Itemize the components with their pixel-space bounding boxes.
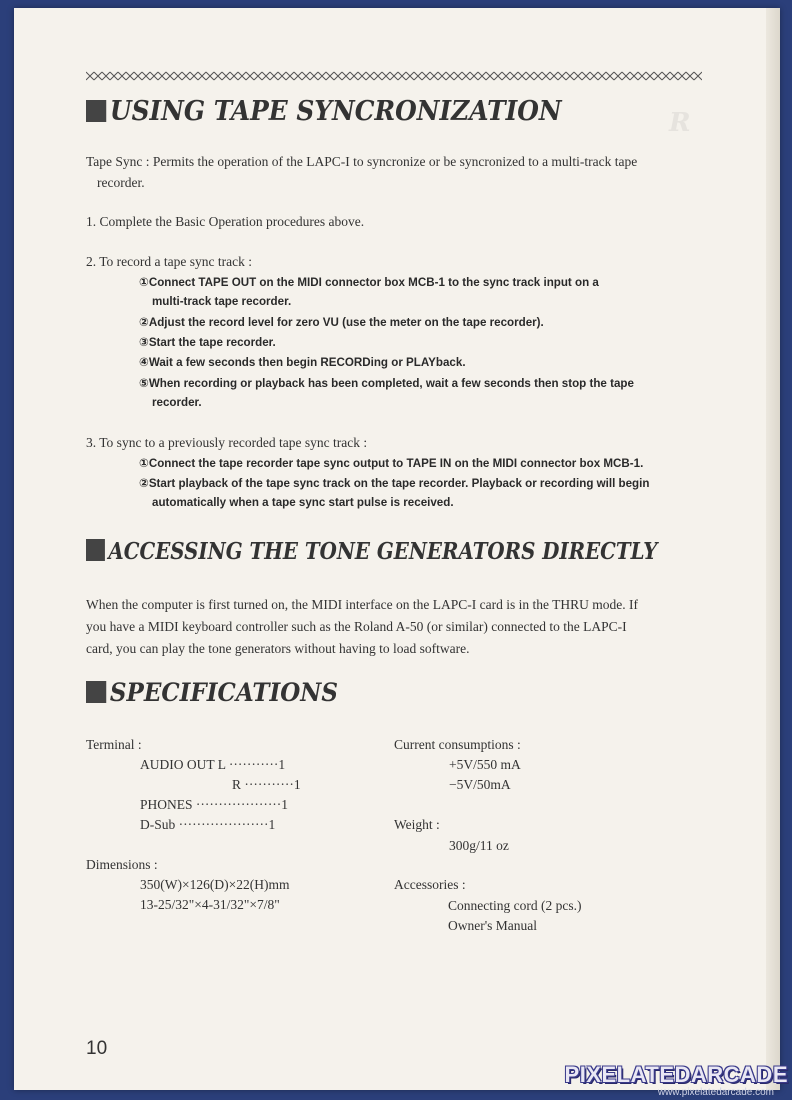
- spec-audio-out-r: R ···········1: [232, 777, 301, 792]
- spec-terminal-label: Terminal :: [86, 737, 142, 752]
- step2-item: ③Start the tape recorder.: [139, 336, 276, 349]
- square-bullet-icon: [86, 100, 106, 122]
- spec-dimensions-mm: 350(W)×126(D)×22(H)mm: [140, 877, 290, 892]
- step-2: 2. To record a tape sync track :: [86, 254, 252, 269]
- step2-item: ⑤When recording or playback has been completed, wait a few seconds then stop the tape: [139, 377, 634, 390]
- spec-accessory-2: Owner's Manual: [448, 918, 538, 933]
- spec-weight-value: 300g/11 oz: [449, 838, 509, 853]
- watermark-url: www.pixelatedarcade.com: [657, 1087, 774, 1098]
- spec-current-neg5v: −5V/50mA: [449, 777, 511, 792]
- manual-page: [14, 8, 780, 1090]
- spec-accessories-label: Accessories :: [394, 877, 466, 892]
- spec-accessory-1: Connecting cord (2 pcs.): [448, 898, 582, 913]
- step2-item: ①Connect TAPE OUT on the MIDI connector box MCB-1 to the sync track input on a: [139, 276, 599, 289]
- step3-item: ②Start playback of the tape sync track on the tape recorder. Playback or recording will begin: [139, 477, 650, 490]
- step2-item: ②Adjust the record level for zero VU (use the meter on the tape recorder).: [139, 316, 544, 329]
- heading-tape-sync: USING TAPE SYNCRONIZATION: [86, 96, 562, 127]
- spec-current-label: Current consumptions :: [394, 737, 521, 752]
- show-through-text: R: [669, 108, 691, 138]
- square-bullet-icon: [86, 681, 106, 703]
- watermark: [565, 1063, 788, 1099]
- step-1: 1. Complete the Basic Operation procedures above.: [86, 214, 365, 229]
- step3-item: automatically when a tape sync start pulse is received.: [152, 496, 454, 509]
- spec-phones: PHONES ···················1: [140, 797, 289, 812]
- spec-current-5v: +5V/550 mA: [449, 757, 521, 772]
- watermark-logo: PIXELATEDARCADE: [564, 1062, 788, 1087]
- paragraph-line: you have a MIDI keyboard controller such as the Roland A-50 (or similar) connected to the LAPC-I: [86, 619, 627, 634]
- page-number: 10: [86, 1038, 108, 1059]
- spec-audio-out-l: AUDIO OUT L ···········1: [140, 757, 286, 772]
- paragraph-line: card, you can play the tone generators without having to load software.: [86, 641, 470, 656]
- square-bullet-icon: [86, 539, 105, 561]
- spec-weight-label: Weight :: [394, 817, 440, 832]
- decorative-divider: [86, 70, 702, 82]
- heading-specifications: SPECIFICATIONS: [86, 678, 338, 707]
- step2-item: multi-track tape recorder.: [152, 295, 292, 308]
- page-edge: [766, 8, 780, 1090]
- step2-item: recorder.: [152, 396, 202, 409]
- tone-generators-paragraph: [86, 594, 716, 660]
- step-3: 3. To sync to a previously recorded tape sync track :: [86, 435, 368, 450]
- spec-dimensions-in: 13-25/32"×4-31/32"×7/8": [140, 897, 280, 912]
- step3-item: ①Connect the tape recorder tape sync output to TAPE IN on the MIDI connector box MCB-1.: [139, 457, 644, 470]
- heading-tone-generators: ACCESSING THE TONE GENERATORS DIRECTLY: [86, 538, 657, 565]
- spec-dimensions-label: Dimensions :: [86, 857, 158, 872]
- paragraph-line: When the computer is first turned on, the MIDI interface on the LAPC-I card is in the THRU mode. If: [86, 597, 638, 612]
- tape-sync-intro-line1: Tape Sync : Permits the operation of the LAPC-I to syncronize or be syncronized to a multi-track tape: [86, 154, 638, 169]
- spec-dsub: D-Sub ····················1: [140, 817, 276, 832]
- step2-item: ④Wait a few seconds then begin RECORDing or PLAYback.: [139, 356, 466, 369]
- tape-sync-intro-line2: recorder.: [97, 175, 145, 190]
